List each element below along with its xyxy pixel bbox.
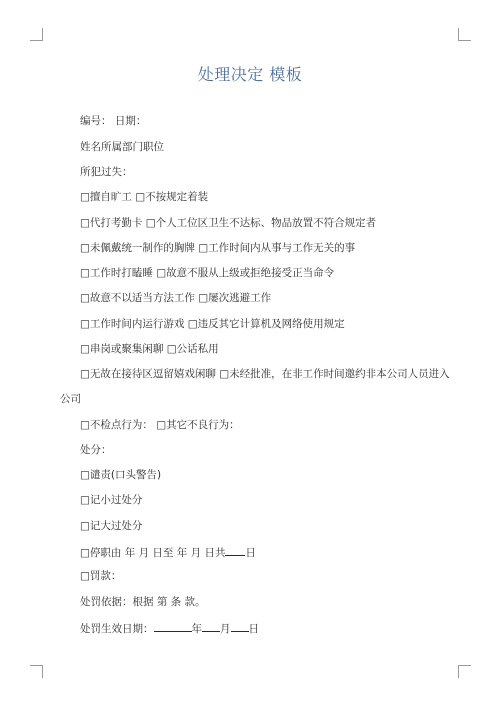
effective-day-blank <box>231 620 249 632</box>
suspension-days-unit: 日 <box>245 547 256 559</box>
penalty-item-4 <box>80 544 256 560</box>
suspension-days-blank <box>225 544 245 556</box>
fault-item-5: □故意不以适当方法工作 □屡次逃避工作 <box>80 292 272 304</box>
number-date-line: 编号： 日期： <box>80 115 147 127</box>
effective-date-label: 处罚生效日期： <box>80 623 154 635</box>
fault-item-4: □工作时打瞌睡 □故意不服从上级或拒绝接受正当命令 <box>80 267 335 279</box>
fault-item-8: □无故在接待区逗留嬉戏闲聊 □未经批准，在非工作时间邀约非本公司人员进入 <box>80 368 450 380</box>
name-dept-line: 姓名所属部门职位 <box>80 141 164 153</box>
crop-mark-bottom-left <box>30 665 43 678</box>
fault-item-2: □代打考勤卡 □个人工位区卫生不达标、物品放置不符合规定者 <box>80 217 377 229</box>
fault-item-1: □擅自旷工 □不按规定着装 <box>80 191 209 203</box>
fault-header: 所犯过失： <box>80 166 133 178</box>
effective-year-label: 年 <box>191 623 202 635</box>
effective-month-label: 月 <box>220 623 231 635</box>
penalty-header: 处分： <box>80 444 112 456</box>
effective-year-blank <box>154 620 192 632</box>
penalty-item-3: □记大过处分 <box>80 520 143 532</box>
crop-mark-top-right <box>458 28 471 41</box>
effective-day-label: 日 <box>248 623 259 635</box>
penalty-item-1: □谴责(口头警告) <box>80 469 162 481</box>
fault-item-6: □工作时间内运行游戏 □违反其它计算机及网络使用规定 <box>80 318 345 330</box>
fault-item-8-continuation: 公司 <box>60 393 81 405</box>
effective-date-line <box>80 620 259 636</box>
fault-item-3: □未佩戴统一制作的胸牌 □工作时间内从事与工作无关的事 <box>80 242 356 254</box>
suspension-text: □停职由 年 月 日至 年 月 日共 <box>80 547 226 559</box>
penalty-item-2: □记小过处分 <box>80 494 143 506</box>
fault-item-7: □串岗或聚集闲聊 □公话私用 <box>80 343 219 355</box>
crop-mark-bottom-right <box>458 665 471 678</box>
effective-month-blank <box>202 620 220 632</box>
penalty-item-5: □罚款： <box>80 570 122 582</box>
fault-item-9: □不检点行为： □其它不良行为： <box>80 419 240 431</box>
crop-mark-top-left <box>30 28 43 41</box>
document-title: 处理决定 模板 <box>197 65 303 84</box>
penalty-basis-line: 处罚依据：根据 第 条 款。 <box>80 596 206 608</box>
